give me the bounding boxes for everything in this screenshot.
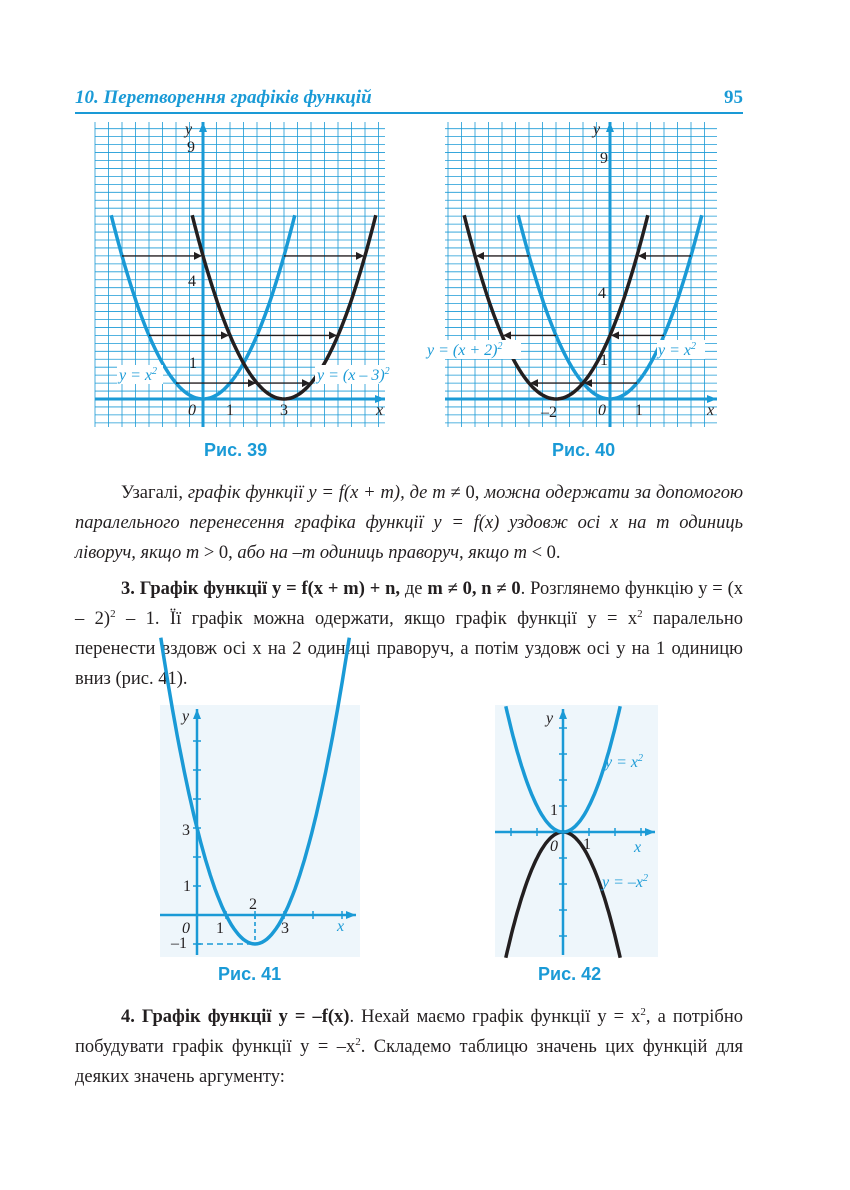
fig42-tick-1: 1: [550, 802, 558, 819]
fig42-tick-x1: 1: [583, 836, 591, 853]
fig40-label-base: $y = x^2$: [658, 341, 696, 359]
fig41-tick-1: 1: [183, 878, 191, 895]
running-header: [75, 87, 743, 113]
paragraph-section-4: 4. Графік функції y = –f(x). Нехай маємо графік функції $y = x^2$, а потрібно побудувати графік функції $y = -x^2$. Складемо таблицю значень цих функцій для деяких значень аргументу:: [75, 1005, 743, 1087]
fig40-caption: Рис. 40: [552, 440, 616, 460]
fig39-tick-4: 4: [188, 273, 196, 290]
y-axis-arrow: [606, 122, 614, 132]
chapter-title: 10. Перетворення графіків функцій: [75, 87, 372, 108]
fig39-labels: [117, 121, 395, 419]
fig39-caption: Рис. 39: [204, 440, 268, 460]
fig40-tick-1: 1: [600, 352, 608, 369]
paragraph-general-rule: Узагалі, графік функції y = f(x + m), де m ≠ 0, можна одержати за допомогою паралельного перенесення графіка функції y = f(x) уздовж осі x на m одиниць ліворуч, якщо m > 0, або на –m одиниць праворуч, якщо m < 0.: [75, 483, 744, 563]
fig41-tick-0: 0: [182, 920, 190, 937]
fig40-label-shift: $y = (x + 2)^2$: [427, 341, 503, 359]
fig39-label-shift: y = (x – 3)$^2$: [317, 366, 390, 384]
fig41-tick-x2: 2: [249, 896, 257, 913]
figure-39: [95, 122, 395, 432]
fig41-tick-3: 3: [182, 822, 190, 839]
fig42-caption: Рис. 42: [538, 964, 602, 984]
fig40-axis-x: x: [707, 402, 715, 419]
fig41-tick-x3: 3: [281, 920, 289, 937]
fig39-tick-x3: 3: [280, 402, 288, 419]
fig42-tick-0: 0: [550, 838, 558, 855]
fig39-label-base: $y = x^2$: [119, 366, 157, 384]
fig42-axis-y: y: [546, 710, 554, 727]
fig39-tick-9: 9: [187, 139, 195, 156]
figure-40: [427, 121, 720, 432]
fig42-label-neg: $y = -x^2$: [602, 873, 648, 891]
fig39-axis-x: x: [376, 402, 384, 419]
fig39-tick-1: 1: [189, 355, 197, 372]
header-rule: [75, 112, 743, 114]
fig39-tick-x1: 1: [226, 402, 234, 419]
fig40-axis-y: y: [593, 121, 601, 138]
fig42-label-pos: $y = x^2$: [605, 753, 643, 771]
fig41-axis-y: y: [182, 708, 190, 725]
fig41-caption: Рис. 41: [218, 964, 282, 984]
fig42-axis-x: x: [634, 839, 642, 856]
fig40-tick-x1: 1: [635, 402, 643, 419]
page-number: 95: [724, 87, 743, 108]
fig41-tick-x1: 1: [216, 920, 224, 937]
figure-42: [495, 705, 658, 957]
fig41-tick-m1: –1: [171, 935, 187, 952]
fig40-tick-9: 9: [600, 150, 608, 167]
fig40-tick-xm2: –2: [541, 404, 557, 421]
paragraph-section-3: 3. Графік функції y = f(x + m) + n, де m ≠ 0, n ≠ 0. Розглянемо функцію y = (x – 2)$^2$ – 1. Її графік можна одержати, якщо графік функції $y = x^2$ паралельно перенести вздовж осі x на 2 одиниці праворуч, а потім уздовж осі y на 1 одиницю вниз (рис. 41).: [75, 579, 743, 689]
fig39-tick-0: 0: [188, 402, 196, 419]
y-axis-arrow: [199, 122, 207, 132]
fig41-axis-x: x: [337, 918, 345, 935]
fig39-axis-y: y: [185, 121, 193, 138]
figure-41: [160, 705, 360, 957]
fig40-tick-0: 0: [598, 402, 606, 419]
fig40-tick-4: 4: [598, 285, 606, 302]
fig40-labels: [423, 121, 714, 421]
